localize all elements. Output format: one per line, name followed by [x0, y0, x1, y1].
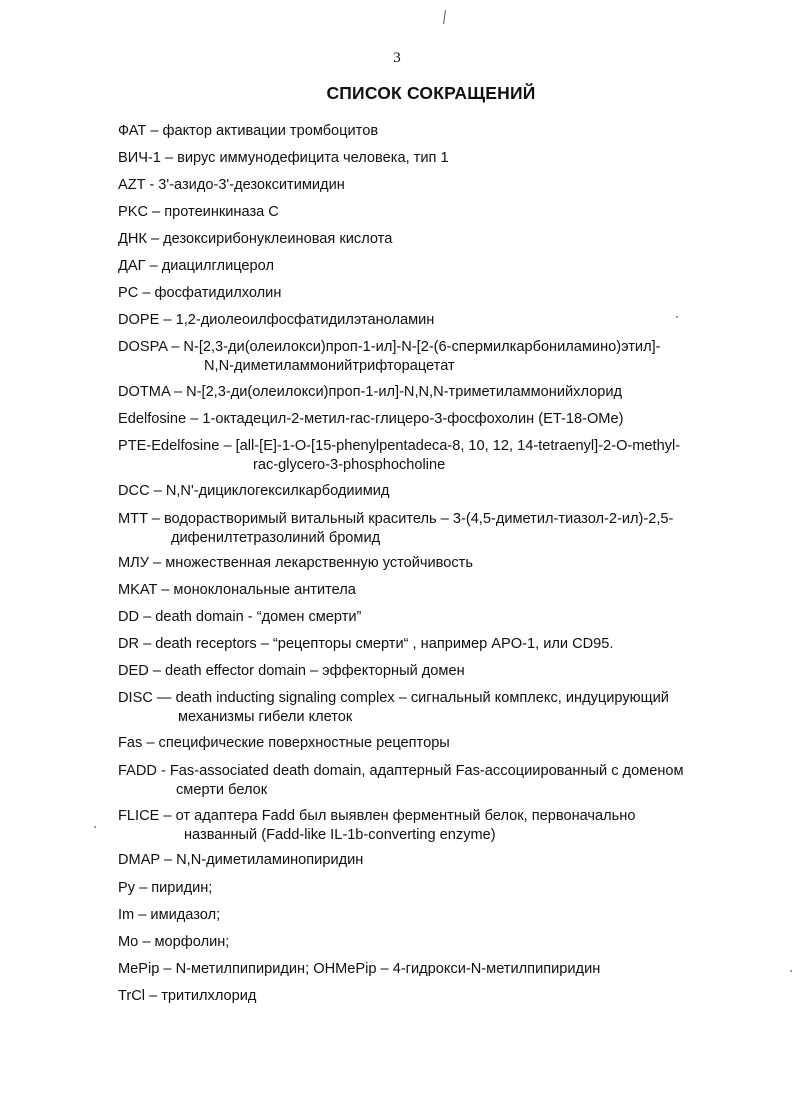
entry-text: AZT - 3'-азидо-3'-дезокситимидин [118, 177, 345, 193]
abbreviation-entry [118, 933, 229, 952]
abbreviation-entry [118, 510, 673, 548]
entry-text: MKAT – моноклональные антитела [118, 582, 356, 598]
entry-continuation: дифенилтетразолиний бромид [171, 530, 381, 546]
abbreviation-entry [118, 689, 669, 727]
entry-text: PKC – протеинкиназа С [118, 204, 279, 220]
entry-text: Im – имидазол; [118, 907, 221, 923]
scan-speck [790, 970, 792, 972]
abbreviation-entry [118, 554, 473, 573]
abbreviation-entry [118, 383, 622, 402]
abbreviation-entry [118, 987, 256, 1006]
entry-text: Fas – специфические поверхностные рецепторы [118, 735, 450, 751]
abbreviation-entry [118, 482, 389, 501]
abbreviation-entry [118, 437, 680, 475]
entry-text: Py – пиридин; [118, 880, 213, 896]
entry-text: МЛУ – множественная лекарственную устойчивость [118, 555, 473, 571]
scan-mark [443, 10, 446, 24]
entry-continuation: механизмы гибели клеток [178, 709, 353, 725]
entry-text: ДНК – дезоксирибонуклеиновая кислота [118, 231, 393, 247]
abbreviation-entry [118, 807, 635, 845]
entry-text: DED – death effector domain – эффекторный домен [118, 663, 465, 679]
abbreviation-entry [118, 311, 434, 330]
entry-text: ДАГ – диацилглицерол [118, 258, 274, 274]
entry-text: PTE-Edelfosine – [all-[E]-1-O-[15-phenylpentadeca-8, 10, 12, 14-tetraenyl]-2-O-methyl- [118, 438, 681, 454]
entry-text: MTT – водорастворимый витальный краситель – 3-(4,5-диметил-тиазол-2-ил)-2,5- [118, 511, 674, 527]
abbreviation-entry [118, 149, 449, 168]
abbreviation-entry [118, 906, 220, 925]
abbreviation-entry [118, 608, 361, 627]
abbreviation-entry [118, 734, 450, 753]
page-number: 3 [393, 50, 401, 66]
entry-text: DOSPA – N-[2,3-ди(олеилокси)проп-1-ил]-N-[2-(6-спермилкарбониламино)этил]- [118, 339, 661, 355]
entry-continuation: rac-glycero-3-phosphocholine [253, 457, 446, 473]
entry-text: DMAP – N,N-диметиламинопиридин [118, 852, 364, 868]
abbreviation-entry [118, 203, 279, 222]
abbreviation-entry [118, 257, 274, 276]
entry-text: DD – death domain - “домен смерти” [118, 609, 362, 625]
abbreviation-entry [118, 662, 465, 681]
entry-text: DR – death receptors – “рецепторы смерти“ , например APO-1, или CD95. [118, 636, 614, 652]
abbreviation-entry [118, 410, 623, 429]
abbreviation-entry [118, 879, 212, 898]
entry-text: Mo – морфолин; [118, 934, 230, 950]
abbreviation-entry [118, 635, 613, 654]
entry-text: Edelfosine – 1-октадецил-2-метил-rac-глицеро-3-фосфохолин (ET-18-OMe) [118, 411, 624, 427]
entry-text: ВИЧ-1 – вирус иммунодефицита человека, тип 1 [118, 150, 449, 166]
entry-continuation: названный (Fadd-like IL-1b-converting enzyme) [184, 827, 496, 843]
abbreviation-entry [118, 960, 600, 979]
entry-text: PC – фосфатидилхолин [118, 285, 282, 301]
entry-text: DOTMA – N-[2,3-ди(олеилокси)проп-1-ил]-N,N,N-триметиламмонийхлорид [118, 384, 623, 400]
entry-continuation: смерти белок [176, 782, 268, 798]
entry-continuation: N,N-диметиламмонийтрифторацетат [204, 358, 455, 374]
entry-text: TrCl – тритилхлорид [118, 988, 257, 1004]
scan-speck [94, 826, 96, 828]
abbreviation-entry [118, 581, 356, 600]
entry-text: FADD - Fas-associated death domain, адаптерный Fas-ассоциированный с доменом [118, 763, 684, 779]
abbreviation-entry [118, 338, 661, 376]
scan-speck [676, 316, 678, 318]
entry-text: ФАТ – фактор активации тромбоцитов [118, 123, 379, 139]
abbreviation-entry [118, 762, 684, 800]
entry-text: DOPE – 1,2-диолеоилфосфатидилэтаноламин [118, 312, 435, 328]
page-title: СПИСОК СОКРАЩЕНИЙ [326, 83, 536, 103]
abbreviation-entry [118, 230, 392, 249]
entry-text: DCC – N,N'-дициклогексилкарбодиимид [118, 483, 390, 499]
abbreviation-entry [118, 122, 378, 141]
entry-text: FLICE – от адаптера Fadd был выявлен ферментный белок, первоначально [118, 808, 636, 824]
entry-text: DISC — death inducting signaling complex – сигнальный комплекс, индуцирующий [118, 690, 669, 706]
abbreviation-entry [118, 284, 281, 303]
abbreviation-entry [118, 176, 345, 195]
entry-text: MePip – N-метилпипиридин; OHMePip – 4-гидрокси-N-метилпипиридин [118, 961, 601, 977]
abbreviation-entry [118, 851, 363, 870]
